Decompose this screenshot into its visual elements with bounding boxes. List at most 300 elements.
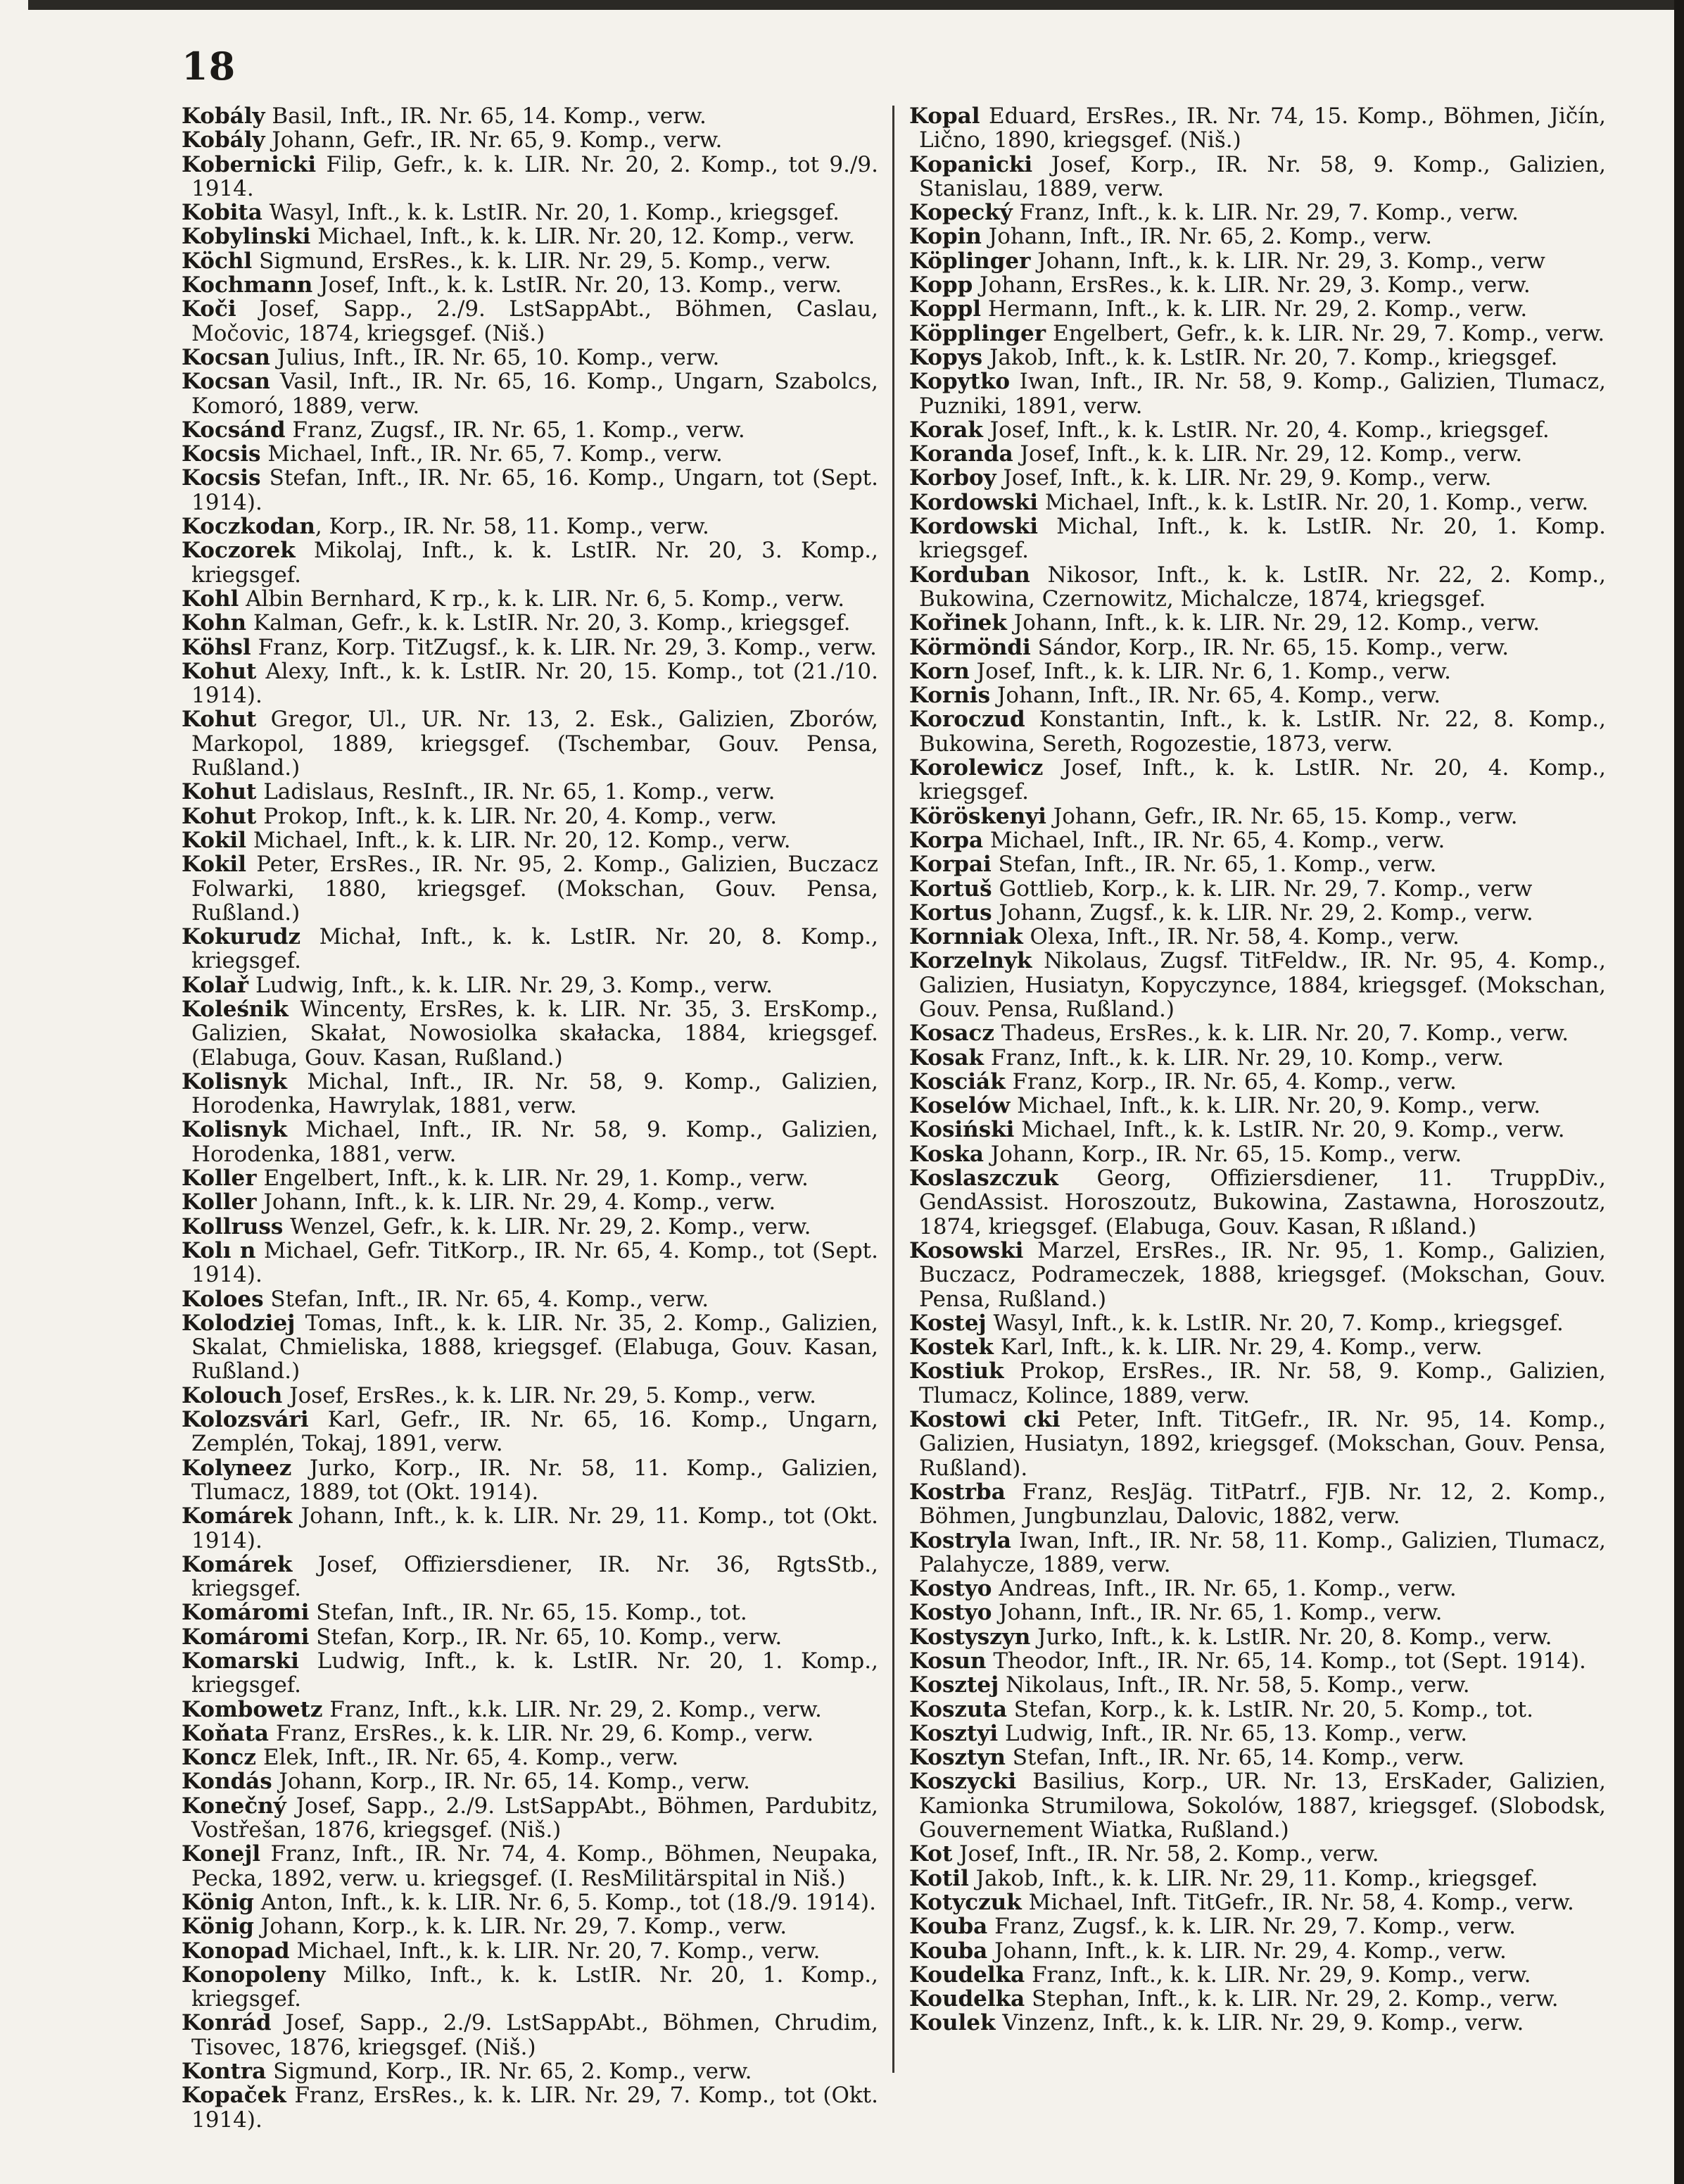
- entry-details: Stefan, Korp., IR. Nr. 65, 10. Komp., verw.: [309, 1624, 783, 1650]
- entry-surname: Kotyczuk: [909, 1889, 1022, 1915]
- entry-surname: Kocsis: [182, 465, 261, 491]
- entry-details: Basil, Inft., IR. Nr. 65, 14. Komp., verw.: [265, 103, 707, 129]
- entry-surname: Kopanicki: [909, 151, 1033, 177]
- entry-surname: Kobylinski: [182, 224, 311, 250]
- entry-details: Jakob, Inft., k. k. LstIR. Nr. 20, 7. Komp., kriegsgef.: [982, 344, 1558, 370]
- entry-details: Wincenty, ErsRes, k. k. LIR. Nr. 35, 3. ErsKomp., Galizien, Skałat, Nowosiolka skałacka, 1884, kriegsgef. (Elabuga, Gouv. Kasan, Rußland.): [191, 996, 878, 1071]
- right-column: [909, 104, 1606, 2035]
- entry-details: Michael, Inft., k. k. LstIR. Nr. 20, 1. Komp., verw.: [1038, 489, 1589, 515]
- entry-details: Michael, Inft., k. k. LIR. Nr. 20, 12. Komp., verw.: [246, 827, 791, 853]
- entry-details: Ludwig, Inft., k. k. LstIR. Nr. 20, 1. Komp., kriegsgef.: [191, 1648, 878, 1698]
- entry-details: Stefan, Inft., IR. Nr. 65, 15. Komp., tot.: [309, 1600, 747, 1626]
- entry-surname: Kolouch: [182, 1382, 283, 1408]
- entry-details: Jurko, Korp., IR. Nr. 58, 11. Komp., Galizien, Tlumacz, 1889, tot (Okt. 1914).: [191, 1455, 878, 1505]
- entry-details: Eduard, ErsRes., IR. Nr. 74, 15. Komp., Böhmen, Jičín, Lično, 1890, kriegsgef. (Niš.): [919, 103, 1606, 153]
- entry-details: Stefan, Inft., IR. Nr. 65, 16. Komp., Ungarn, tot (Sept. 1914).: [191, 465, 878, 515]
- entry-details: Johann, Zugsf., k. k. LIR. Nr. 29, 2. Komp., verw.: [992, 900, 1533, 926]
- entry-surname: Kornniak: [909, 924, 1023, 950]
- entry-surname: Kosacz: [909, 1021, 994, 1047]
- entry-surname: Kosiński: [909, 1117, 1015, 1143]
- entry-details: Stefan, Inft., IR. Nr. 65, 1. Komp., verw.: [991, 852, 1437, 878]
- entry-details: Michal, Inft., IR. Nr. 58, 9. Komp., Galizien, Horodenka, Hawrylak, 1881, verw.: [191, 1068, 878, 1119]
- entry-details: Ludwig, Inft., k. k. LIR. Nr. 29, 3. Komp., verw.: [248, 972, 773, 998]
- roster-entry: [909, 1722, 1606, 1746]
- entry-surname: Kosowski: [909, 1237, 1024, 1263]
- roster-entry: [909, 201, 1606, 225]
- roster-entry: [182, 1239, 878, 1287]
- roster-entry: [909, 852, 1606, 876]
- roster-entry: [909, 1480, 1606, 1529]
- entry-details: Wasyl, Inft., k. k. LstIR. Nr. 20, 1. Komp., kriegsgef.: [262, 200, 840, 226]
- entry-details: Johann, Inft., k. k. LIR. Nr. 29, 12. Komp., verw.: [1006, 610, 1540, 636]
- entry-surname: Köplinger: [909, 248, 1031, 274]
- roster-entry: [182, 1963, 878, 2012]
- entry-details: Karl, Gefr., IR. Nr. 65, 16. Komp., Ungarn, Zemplén, Tokaj, 1891, verw.: [191, 1407, 878, 1457]
- roster-entry: [909, 877, 1606, 901]
- roster-entry: [182, 780, 878, 804]
- roster-entry: [182, 1794, 878, 1843]
- entry-details: Josef, Inft., IR. Nr. 58, 2. Komp., verw.: [952, 1841, 1379, 1867]
- entry-surname: Kostiuk: [909, 1358, 1004, 1384]
- roster-entry: [909, 466, 1606, 490]
- entry-details: Milko, Inft., k. k. LstIR. Nr. 20, 1. Komp., kriegsgef.: [191, 1962, 878, 2012]
- entry-surname: Köhsl: [182, 634, 251, 660]
- scan-right-border: [1674, 0, 1684, 2184]
- roster-entry: [909, 1021, 1606, 1045]
- entry-details: Wasyl, Inft., k. k. LstIR. Nr. 20, 7. Komp., kriegsgef.: [986, 1310, 1564, 1336]
- roster-entry: [182, 466, 878, 515]
- roster-entry: [909, 153, 1606, 201]
- roster-entry: [909, 249, 1606, 273]
- roster-entry: [909, 370, 1606, 418]
- roster-entry: [182, 346, 878, 370]
- roster-entry: [909, 418, 1606, 442]
- roster-entry: [909, 563, 1606, 612]
- entry-surname: Kosztej: [909, 1672, 999, 1698]
- roster-entry: [182, 1190, 878, 1214]
- entry-surname: Kolı n: [182, 1237, 256, 1263]
- entry-surname: Kolozsvári: [182, 1407, 309, 1433]
- roster-entry: [909, 683, 1606, 707]
- roster-entry: [182, 2083, 878, 2132]
- entry-surname: Kolisnyk: [182, 1068, 287, 1094]
- entry-details: , Korp., IR. Nr. 58, 11. Komp., verw.: [315, 514, 709, 540]
- entry-surname: Kostyo: [909, 1600, 992, 1626]
- roster-entry: [182, 1891, 878, 1914]
- entry-surname: Koszycki: [909, 1769, 1017, 1795]
- entry-surname: Kobály: [182, 103, 265, 129]
- entry-surname: Kostej: [909, 1310, 987, 1336]
- entry-details: Wenzel, Gefr., k. k. LIR. Nr. 29, 2. Komp., verw.: [283, 1213, 811, 1239]
- entry-details: Franz, Inft., k. k. LIR. Nr. 29, 7. Komp., verw.: [1012, 200, 1519, 226]
- entry-surname: Koszuta: [909, 1696, 1007, 1722]
- roster-entry: [909, 659, 1606, 683]
- roster-entry: [182, 1118, 878, 1166]
- entry-details: Julius, Inft., IR. Nr. 65, 10. Komp., verw.: [270, 344, 720, 370]
- entry-surname: Köchl: [182, 248, 253, 274]
- entry-surname: Kordowski: [909, 514, 1039, 540]
- roster-entry: [182, 225, 878, 248]
- entry-details: Johann, Inft., k. k. LIR. Nr. 29, 11. Komp., tot (Okt. 1914).: [191, 1503, 878, 1553]
- entry-details: Stefan, Korp., k. k. LstIR. Nr. 20, 5. Komp., tot.: [1006, 1696, 1533, 1722]
- entry-details: Konstantin, Inft., k. k. LstIR. Nr. 22, 8. Komp., Bukowina, Sereth, Rogozestie, 1873, verw.: [919, 707, 1606, 757]
- entry-surname: Kosztyn: [909, 1745, 1006, 1771]
- entry-details: Karl, Inft., k. k. LIR. Nr. 29, 4. Komp., verw.: [993, 1334, 1483, 1361]
- entry-details: Peter, ErsRes., IR. Nr. 95, 2. Komp., Galizien, Buczacz Folwarki, 1880, kriegsgef. (Mokschan, Gouv. Pensa, Rußland.): [191, 852, 878, 926]
- entry-details: Franz, Zugsf., IR. Nr. 65, 1. Komp., verw.: [285, 417, 745, 443]
- roster-entry: [182, 1504, 878, 1553]
- roster-entry: [182, 273, 878, 297]
- entry-surname: Korzelnyk: [909, 948, 1032, 974]
- roster-entry: [909, 1698, 1606, 1722]
- roster-entry: [909, 273, 1606, 297]
- entry-surname: Komáromi: [182, 1600, 310, 1626]
- roster-entry: [909, 1142, 1606, 1166]
- entry-surname: Kot: [909, 1841, 953, 1867]
- entry-details: Iwan, Inft., IR. Nr. 58, 11. Komp., Galizien, Tlumacz, Palahycze, 1889, verw.: [919, 1527, 1606, 1577]
- entry-surname: Kořinek: [909, 610, 1007, 636]
- entry-surname: Kolař: [182, 972, 249, 998]
- roster-entry: [909, 1118, 1606, 1142]
- entry-details: Andreas, Inft., IR. Nr. 65, 1. Komp., verw.: [992, 1576, 1457, 1602]
- entry-details: Jakob, Inft., k. k. LIR. Nr. 29, 11. Komp., kriegsgef.: [968, 1865, 1538, 1891]
- entry-surname: Kostrba: [909, 1479, 1006, 1505]
- roster-entry: [909, 636, 1606, 659]
- roster-entry: [182, 636, 878, 659]
- roster-entry: [909, 1939, 1606, 1963]
- entry-surname: Kohut: [182, 658, 257, 684]
- entry-details: Nikolaus, Zugsf. TitFeldw., IR. Nr. 95, 4. Komp., Galizien, Husiatyn, Kopyczynce, 1884, kriegsgef. (Mokschan, Gouv. Pensa, Rußland.): [919, 948, 1606, 1022]
- entry-surname: Komárek: [182, 1551, 293, 1577]
- entry-details: Stefan, Inft., IR. Nr. 65, 4. Komp., verw.: [263, 1286, 709, 1312]
- entry-surname: Körmöndi: [909, 634, 1031, 660]
- entry-surname: Kokurudz: [182, 924, 301, 950]
- entry-surname: Köröskenyi: [909, 803, 1046, 829]
- roster-entry: [909, 611, 1606, 635]
- entry-details: Iwan, Inft., IR. Nr. 58, 9. Komp., Galizien, Tlumacz, Puzniki, 1891, verw.: [919, 369, 1606, 419]
- entry-details: Johann, Inft., IR. Nr. 65, 4. Komp., verw.: [990, 683, 1441, 709]
- roster-entry: [182, 852, 878, 925]
- entry-surname: Koudelka: [909, 1986, 1025, 2012]
- roster-entry: [909, 1577, 1606, 1601]
- entry-details: Josef, Inft., k. k. LIR. Nr. 29, 12. Komp., verw.: [1013, 441, 1523, 467]
- entry-details: Filip, Gefr., k. k. LIR. Nr. 20, 2. Komp., tot 9./9. 1914.: [191, 151, 878, 201]
- roster-entry: [909, 1529, 1606, 1577]
- roster-entry: [182, 1722, 878, 1746]
- scan-top-border: [28, 0, 1684, 10]
- entry-details: Josef, Inft., k. k. LIR. Nr. 29, 9. Komp., verw.: [996, 465, 1492, 491]
- entry-surname: Kokil: [182, 827, 246, 853]
- entry-surname: Konopoleny: [182, 1962, 326, 1988]
- entry-details: Josef, Inft., k. k. LIR. Nr. 6, 1. Komp., verw.: [969, 658, 1451, 684]
- entry-surname: Kohut: [182, 707, 257, 733]
- entry-details: Tomas, Inft., k. k. LIR. Nr. 35, 2. Komp., Galizien, Skalat, Chmieliska, 1888, kriegsgef. (Elabuga, Gouv. Kasan, Rußland.): [191, 1310, 878, 1384]
- entry-surname: Kochmann: [182, 272, 313, 298]
- entry-details: Michael, Gefr. TitKorp., IR. Nr. 65, 4. Komp., tot (Sept. 1914).: [191, 1237, 878, 1288]
- roster-entry: [909, 1625, 1606, 1649]
- entry-details: Ladislaus, ResInft., IR. Nr. 65, 1. Komp., verw.: [256, 779, 775, 805]
- entry-surname: Konopad: [182, 1938, 290, 1964]
- entry-details: Franz, ResJäg. TitPatrf., FJB. Nr. 12, 2. Komp., Böhmen, Jungbunzlau, Dalovic, 1882, verw.: [919, 1479, 1606, 1529]
- entry-surname: Kocsan: [182, 344, 270, 370]
- column-divider: [892, 106, 894, 2073]
- roster-entry: [909, 1359, 1606, 1408]
- entry-surname: Koči: [182, 296, 236, 322]
- entry-surname: Komárek: [182, 1503, 293, 1529]
- entry-details: Sándor, Korp., IR. Nr. 65, 15. Komp., verw.: [1030, 634, 1509, 660]
- roster-entry: [182, 1769, 878, 1793]
- entry-surname: Kondás: [182, 1769, 272, 1795]
- entry-details: Albin Bernhard, K rp., k. k. LIR. Nr. 6, 5. Komp., verw.: [239, 586, 845, 612]
- entry-details: Peter, Inft. TitGefr., IR. Nr. 95, 14. Komp., Galizien, Husiatyn, 1892, kriegsgef. (Mokschan, Gouv. Pensa, Rußland).: [919, 1407, 1606, 1481]
- entry-details: Josef, ErsRes., k. k. LIR. Nr. 29, 5. Komp., verw.: [282, 1382, 817, 1408]
- entry-surname: Kostyo: [909, 1576, 992, 1602]
- page-number: 18: [182, 44, 236, 89]
- entry-surname: Kohl: [182, 586, 239, 612]
- roster-entry: [182, 104, 878, 128]
- roster-entry: [182, 538, 878, 587]
- entry-surname: Kohut: [182, 779, 257, 805]
- roster-entry: [182, 442, 878, 466]
- roster-entry: [909, 1239, 1606, 1311]
- roster-entry: [182, 659, 878, 708]
- roster-entry: [909, 104, 1606, 153]
- entry-details: Stefan, Inft., IR. Nr. 65, 14. Komp., verw.: [1005, 1745, 1465, 1771]
- entry-surname: Konečný: [182, 1793, 286, 1819]
- entry-details: Thadeus, ErsRes., k. k. LIR. Nr. 20, 7. Komp., verw.: [994, 1021, 1569, 1047]
- roster-entry: [182, 1746, 878, 1769]
- roster-entry: [909, 1746, 1606, 1769]
- roster-entry: [909, 1094, 1606, 1118]
- entry-details: Gregor, Ul., UR. Nr. 13, 2. Esk., Galizien, Zborów, Markopol, 1889, kriegsgef. (Tschembar, Gouv. Pensa, Rußland.): [191, 707, 878, 781]
- entry-details: Franz, Inft., k.k. LIR. Nr. 29, 2. Komp., verw.: [322, 1696, 822, 1722]
- entry-details: Sigmund, ErsRes., k. k. LIR. Nr. 29, 5. Komp., verw.: [252, 248, 832, 274]
- entry-surname: Kostek: [909, 1334, 994, 1361]
- entry-surname: Kopytko: [909, 369, 1011, 395]
- entry-surname: Kopin: [909, 224, 982, 250]
- entry-surname: Kosciák: [909, 1068, 1006, 1094]
- entry-details: Johann, Korp., IR. Nr. 65, 14. Komp., verw.: [272, 1769, 750, 1795]
- entry-surname: Koudelka: [909, 1962, 1025, 1988]
- entry-surname: Kolisnyk: [182, 1117, 287, 1143]
- roster-entry: [909, 2011, 1606, 2035]
- roster-entry: [909, 1046, 1606, 1070]
- entry-surname: Konrád: [182, 2010, 272, 2036]
- entry-surname: Kobita: [182, 200, 262, 226]
- entry-details: Sigmund, Korp., IR. Nr. 65, 2. Komp., verw.: [266, 2059, 752, 2085]
- entry-details: Prokop, ErsRes., IR. Nr. 58, 9. Komp., Galizien, Tlumacz, Kolince, 1889, verw.: [919, 1358, 1606, 1408]
- entry-surname: Korduban: [909, 562, 1030, 588]
- entry-details: Josef, Inft., k. k. LstIR. Nr. 20, 4. Komp., kriegsgef.: [982, 417, 1550, 443]
- entry-surname: Kostyszyn: [909, 1624, 1031, 1650]
- entry-details: Josef, Inft., k. k. LstIR. Nr. 20, 4. Komp., kriegsgef.: [919, 755, 1606, 805]
- entry-details: Engelbert, Inft., k. k. LIR. Nr. 29, 1. Komp., verw.: [256, 1166, 809, 1192]
- entry-surname: Köpplinger: [909, 320, 1046, 346]
- entry-details: Johann, Inft., IR. Nr. 65, 2. Komp., verw.: [981, 224, 1432, 250]
- entry-surname: Kosak: [909, 1044, 984, 1071]
- entry-details: Ludwig, Inft., IR. Nr. 65, 13. Komp., verw.: [998, 1720, 1468, 1746]
- entry-details: Franz, Inft., k. k. LIR. Nr. 29, 10. Komp., verw.: [983, 1044, 1504, 1071]
- roster-entry: [182, 201, 878, 225]
- entry-details: Johann, Inft., IR. Nr. 65, 1. Komp., verw.: [992, 1600, 1443, 1626]
- entry-details: Johann, Inft., k. k. LIR. Nr. 29, 3. Komp., verw: [1030, 248, 1545, 274]
- entry-surname: Kopaček: [182, 2083, 286, 2109]
- roster-entry: [182, 1408, 878, 1456]
- roster-entry: [182, 611, 878, 635]
- roster-entry: [182, 2059, 878, 2083]
- entry-details: Josef, Sapp., 2./9. LstSappAbt., Böhmen, Caslau, Močovic, 1874, kriegsgef. (Niš.): [191, 296, 878, 346]
- roster-entry: [182, 1311, 878, 1384]
- entry-details: Johann, Korp., IR. Nr. 65, 15. Komp., verw.: [983, 1141, 1462, 1167]
- entry-surname: Koslaszczuk: [909, 1166, 1058, 1192]
- entry-details: Vinzenz, Inft., k. k. LIR. Nr. 29, 9. Komp., verw.: [995, 2010, 1524, 2036]
- roster-entry: [182, 153, 878, 201]
- roster-entry: [909, 515, 1606, 563]
- entry-details: Hermann, Inft., k. k. LIR. Nr. 29, 2. Komp., verw.: [981, 296, 1528, 322]
- entry-surname: Korn: [909, 658, 970, 684]
- roster-entry: [909, 1070, 1606, 1094]
- roster-entry: [909, 756, 1606, 804]
- entry-details: Michael, Inft., k. k. LstIR. Nr. 20, 9. Komp., verw.: [1014, 1117, 1565, 1143]
- entry-surname: Koňata: [182, 1720, 269, 1746]
- entry-surname: Koppl: [909, 296, 982, 322]
- roster-entry: [909, 1842, 1606, 1866]
- entry-surname: Kortuš: [909, 876, 992, 902]
- roster-entry: [909, 225, 1606, 248]
- entry-details: Elek, Inft., IR. Nr. 65, 4. Komp., verw.: [255, 1745, 679, 1771]
- entry-details: Nikolaus, Inft., IR. Nr. 58, 5. Komp., verw.: [999, 1672, 1470, 1698]
- roster-entry: [182, 587, 878, 611]
- roster-entry: [909, 442, 1606, 466]
- entry-surname: Koroczud: [909, 707, 1025, 733]
- entry-surname: Kopecký: [909, 200, 1013, 226]
- entry-details: Michael, Inft., k. k. LIR. Nr. 20, 12. Komp., verw.: [310, 224, 856, 250]
- entry-surname: Kolodziej: [182, 1310, 296, 1336]
- entry-surname: Koranda: [909, 441, 1013, 467]
- roster-entry: [182, 1939, 878, 1963]
- roster-entry: [182, 2011, 878, 2059]
- roster-entry: [909, 1867, 1606, 1891]
- entry-details: Michael, Inft., IR. Nr. 65, 7. Komp., verw.: [260, 441, 723, 467]
- entry-surname: Koloes: [182, 1286, 264, 1312]
- entry-details: Michael, Inft., IR. Nr. 58, 9. Komp., Galizien, Horodenka, 1881, verw.: [191, 1117, 878, 1167]
- entry-details: Johann, Gefr., IR. Nr. 65, 15. Komp., verw.: [1046, 803, 1518, 829]
- entry-details: Johann, Inft., k. k. LIR. Nr. 29, 4. Komp., verw.: [987, 1938, 1507, 1964]
- entry-surname: Kordowski: [909, 489, 1039, 515]
- entry-surname: Kotil: [909, 1865, 969, 1891]
- entry-details: Alexy, Inft., k. k. LstIR. Nr. 20, 15. Komp., tot (21./10. 1914).: [191, 658, 878, 709]
- entry-details: Franz, Korp., IR. Nr. 65, 4. Komp., verw.: [1005, 1068, 1457, 1094]
- roster-entry: [909, 1914, 1606, 1938]
- entry-surname: Koselów: [909, 1093, 1011, 1119]
- roster-entry: [909, 828, 1606, 852]
- roster-entry: [909, 804, 1606, 828]
- entry-details: Nikosor, Inft., k. k. LstIR. Nr. 22, 2. Komp., Bukowina, Czernowitz, Michalcze, 1874, kriegsgef.: [919, 562, 1606, 612]
- entry-surname: Kopal: [909, 103, 980, 129]
- roster-entry: [909, 1987, 1606, 2011]
- roster-entry: [909, 1673, 1606, 1697]
- entry-surname: Kobály: [182, 127, 265, 153]
- entry-details: Prokop, Inft., k. k. LIR. Nr. 20, 4. Komp., verw.: [256, 803, 778, 829]
- roster-entry: [909, 1166, 1606, 1239]
- roster-entry: [909, 1891, 1606, 1914]
- entry-surname: Komáromi: [182, 1624, 310, 1650]
- roster-entry: [182, 804, 878, 828]
- entry-details: Josef, Inft., k. k. LstIR. Nr. 20, 13. Komp., verw.: [312, 272, 842, 298]
- roster-entry: [182, 1842, 878, 1891]
- entry-surname: Kouba: [909, 1938, 988, 1964]
- entry-surname: Kortus: [909, 900, 992, 926]
- entry-surname: Kocsánd: [182, 417, 286, 443]
- entry-surname: Kobernicki: [182, 151, 317, 177]
- roster-entry: [182, 1553, 878, 1601]
- entry-surname: Korak: [909, 417, 983, 443]
- entry-details: Johann, Inft., k. k. LIR. Nr. 29, 4. Komp., verw.: [256, 1189, 776, 1216]
- entry-surname: Koczkodan: [182, 514, 315, 540]
- entry-surname: Kostowi cki: [909, 1407, 1061, 1433]
- roster-entry: [182, 997, 878, 1070]
- entry-surname: Koczorek: [182, 538, 296, 564]
- roster-entry: [182, 828, 878, 852]
- entry-details: Theodor, Inft., IR. Nr. 65, 14. Komp., tot (Sept. 1914).: [986, 1648, 1586, 1674]
- roster-entry: [182, 1698, 878, 1722]
- entry-details: Michael, Inft., IR. Nr. 65, 4. Komp., verw.: [983, 827, 1445, 853]
- entry-details: Franz, ErsRes., k. k. LIR. Nr. 29, 6. Komp., verw.: [268, 1720, 814, 1746]
- roster-entry: [909, 901, 1606, 925]
- entry-surname: Koller: [182, 1166, 257, 1192]
- entry-details: Michael, Inft., k. k. LIR. Nr. 20, 9. Komp., verw.: [1010, 1093, 1541, 1119]
- entry-details: Jurko, Inft., k. k. LstIR. Nr. 20, 8. Komp., verw.: [1030, 1624, 1552, 1650]
- entry-surname: Konejl: [182, 1841, 261, 1867]
- entry-details: Franz, Inft., IR. Nr. 74, 4. Komp., Böhmen, Neupaka, Pecka, 1892, verw. u. kriegsgef. (I. ResMilitärspital in Niš.): [191, 1841, 878, 1891]
- roster-entry: [182, 1914, 878, 1938]
- left-column: [182, 104, 878, 2132]
- entry-details: Marzel, ErsRes., IR. Nr. 95, 1. Komp., Galizien, Buczacz, Podrameczek, 1888, kriegsgef. (Mokschan, Gouv. Pensa, Rußland.): [919, 1237, 1606, 1312]
- entry-details: Stephan, Inft., k. k. LIR. Nr. 29, 2. Komp., verw.: [1025, 1986, 1559, 2012]
- roster-entry: [182, 297, 878, 346]
- roster-entry: [909, 346, 1606, 370]
- entry-details: Gottlieb, Korp., k. k. LIR. Nr. 29, 7. Komp., verw: [992, 876, 1533, 902]
- roster-entry: [182, 707, 878, 780]
- roster-entry: [182, 128, 878, 152]
- entry-surname: Kornis: [909, 683, 991, 709]
- entry-details: Johann, ErsRes., k. k. LIR. Nr. 29, 3. Komp., verw.: [973, 272, 1531, 298]
- entry-surname: Korpa: [909, 827, 984, 853]
- roster-entry: [909, 322, 1606, 346]
- entry-surname: Kouba: [909, 1914, 988, 1940]
- roster-entry: [182, 1601, 878, 1624]
- roster-entry: [182, 249, 878, 273]
- entry-surname: Kostryla: [909, 1527, 1011, 1553]
- roster-entry: [182, 515, 878, 538]
- entry-surname: Kohut: [182, 803, 257, 829]
- roster-entry: [909, 297, 1606, 321]
- entry-details: Franz, ErsRes., k. k. LIR. Nr. 29, 7. Komp., tot (Okt. 1914).: [191, 2083, 878, 2133]
- entry-details: Kalman, Gefr., k. k. LstIR. Nr. 20, 3. Komp., kriegsgef.: [246, 610, 851, 636]
- entry-surname: Kosun: [909, 1648, 987, 1674]
- entry-surname: Komarski: [182, 1648, 299, 1674]
- entry-details: Josef, Offiziersdiener, IR. Nr. 36, RgtsStb., kriegsgef.: [191, 1551, 878, 1602]
- entry-surname: Koleśnik: [182, 996, 289, 1022]
- entry-details: Olexa, Inft., IR. Nr. 58, 4. Komp., verw.: [1023, 924, 1460, 950]
- entry-details: Franz, Inft., k. k. LIR. Nr. 29, 9. Komp., verw.: [1025, 1962, 1531, 1988]
- entry-surname: Kolyneez: [182, 1455, 292, 1481]
- roster-entry: [909, 1335, 1606, 1359]
- entry-surname: Koulek: [909, 2010, 996, 2036]
- entry-surname: Kokil: [182, 852, 246, 878]
- roster-entry: [909, 925, 1606, 949]
- entry-details: Johann, Gefr., IR. Nr. 65, 9. Komp., verw.: [265, 127, 723, 153]
